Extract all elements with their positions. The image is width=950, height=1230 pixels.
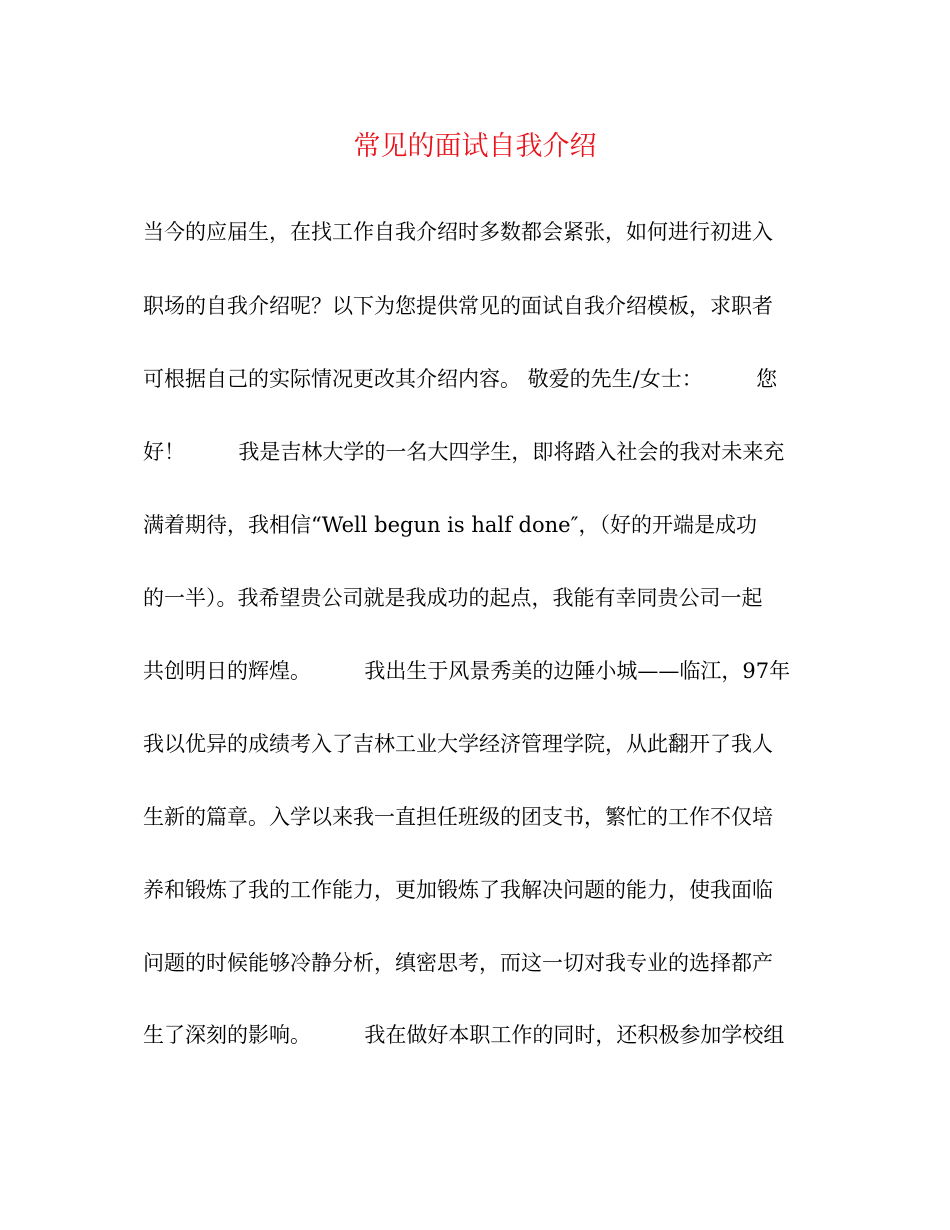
body-text-line-10: 养和锻炼了我的工作能力，更加锻炼了我解决问题的能力，使我面临	[143, 878, 773, 902]
body-text-line-11: 问题的时候能够冷静分析，缜密思考，而这一切对我专业的选择都产	[143, 951, 773, 975]
document-title: 常见的面试自我介绍	[353, 131, 597, 162]
body-text-line-1: 当今的应届生，在找工作自我介绍时多数都会紧张，如何进行初进入	[143, 220, 773, 244]
body-text-line-4: 好！ 我是吉林大学的一名大四学生，即将踏入社会的我对未来充	[143, 440, 785, 464]
body-text-line-5: 满着期待，我相信“Well begun is half done″，（好的开端是成功	[143, 513, 757, 537]
body-text-line-12: 生了深刻的影响。 我在做好本职工作的同时，还积极参加学校组	[143, 1023, 785, 1047]
body-text-line-3: 可根据自己的实际情况更改其介绍内容。 敬爱的先生/女士： 您	[143, 367, 778, 391]
body-text-line-7: 共创明日的辉煌。 我出生于风景秀美的边陲小城——临江，97年	[143, 659, 791, 683]
body-text-line-2: 职场的自我介绍呢？以下为您提供常见的面试自我介绍模板，求职者	[143, 294, 773, 318]
body-text-line-9: 生新的篇章。入学以来我一直担任班级的团支书，繁忙的工作不仅培	[143, 805, 773, 829]
body-text-line-6: 的一半）。我希望贵公司就是我成功的起点，我能有幸同贵公司一起	[143, 586, 763, 610]
body-text-line-8: 我以优异的成绩考入了吉林工业大学经济管理学院，从此翻开了我人	[143, 732, 773, 756]
